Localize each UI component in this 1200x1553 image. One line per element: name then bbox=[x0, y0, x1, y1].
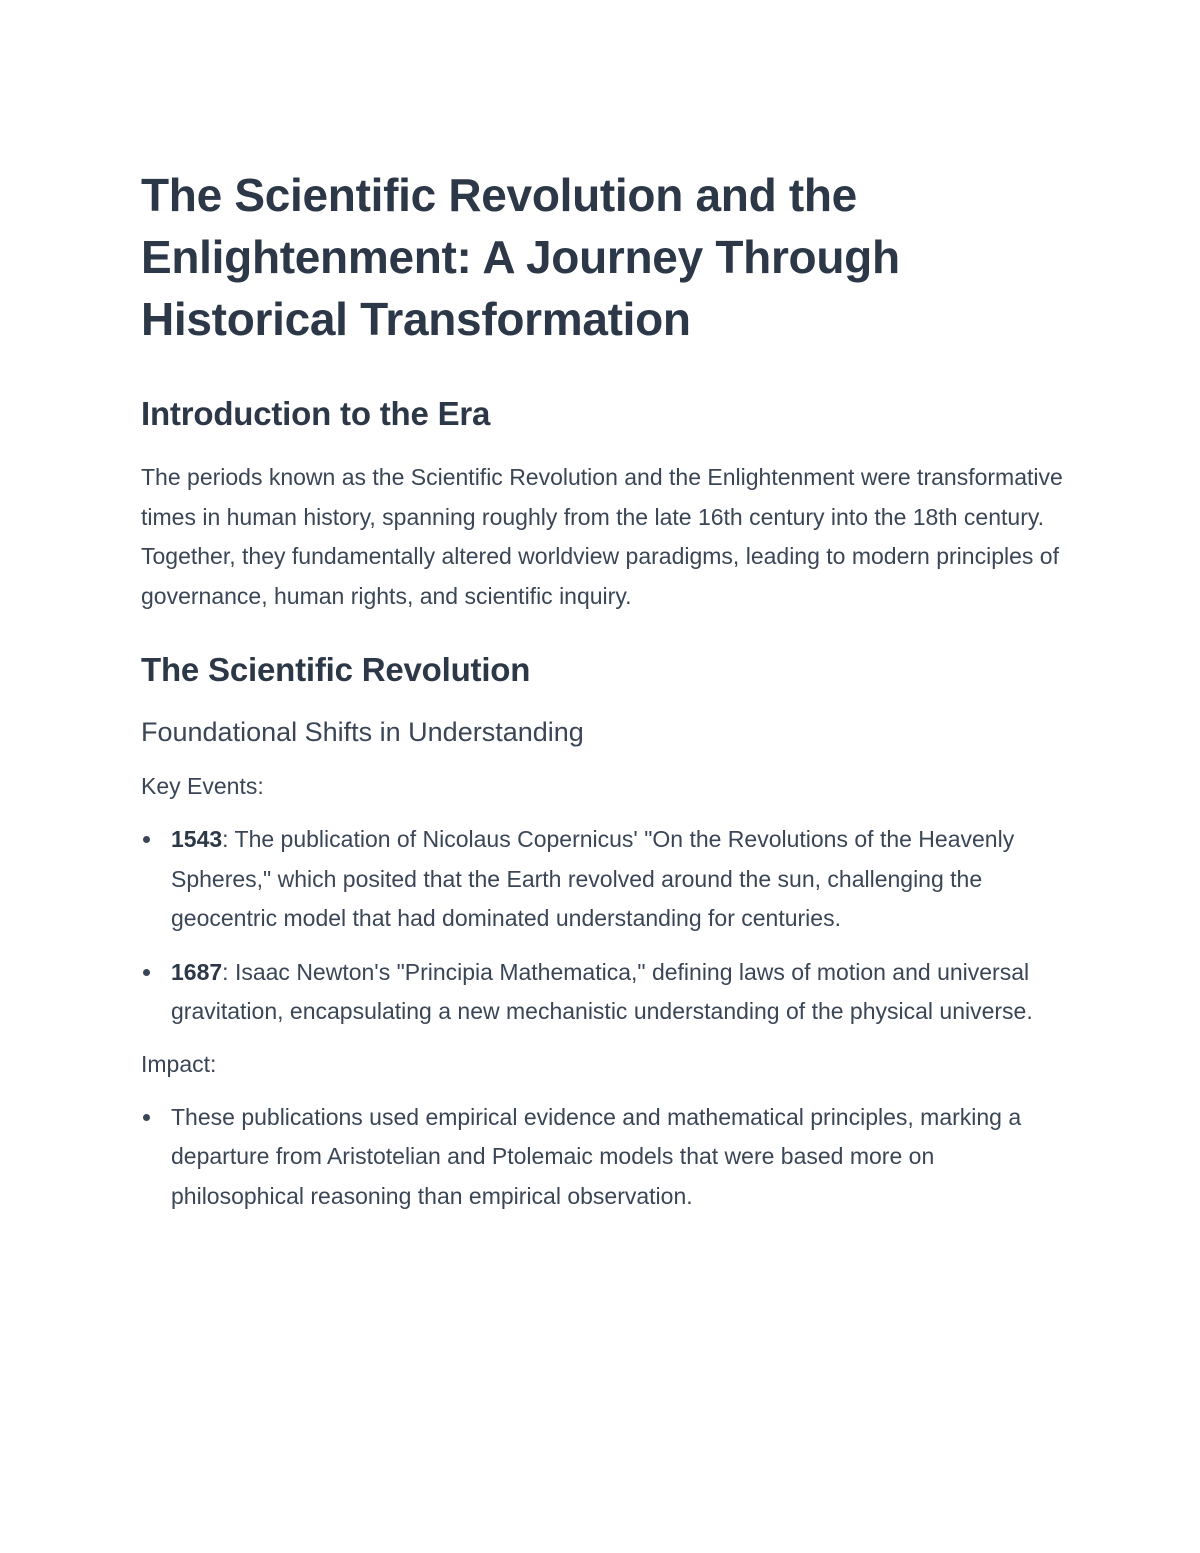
impact-label: Impact: bbox=[141, 1050, 217, 1077]
impact-list bbox=[141, 1098, 1070, 1217]
bullet-icon bbox=[143, 836, 150, 843]
bullet-icon bbox=[143, 1114, 150, 1121]
event-description: : Isaac Newton's "Principia Mathematica," defining laws of motion and universal gravitation, encapsulating a new mechanistic understanding of the physical universe. bbox=[171, 958, 1033, 1024]
key-events-list bbox=[141, 820, 1070, 1032]
subsection-heading-foundational-shifts: Foundational Shifts in Understanding bbox=[141, 717, 584, 747]
list-item-event-1543 bbox=[141, 820, 1070, 939]
list-item-event-1687 bbox=[141, 953, 1070, 1032]
section-heading-scientific-revolution: The Scientific Revolution bbox=[141, 651, 531, 688]
event-year: 1687 bbox=[171, 958, 223, 985]
bullet-icon bbox=[143, 969, 150, 976]
intro-paragraph: The periods known as the Scientific Revolution and the Enlightenment were transformative times in human history, spanning roughly from the late 16th century into the 18th century. Together, they fundamentally altered worldview paradigms, leading to modern principles of governance, human rights, and scientific inquiry. bbox=[141, 464, 1063, 609]
impact-description: These publications used empirical evidence and mathematical principles, marking a departure from Aristotelian and Ptolemaic models that were based more on philosophical reasoning than empirical observation. bbox=[171, 1103, 1022, 1209]
event-description: : The publication of Nicolaus Copernicus' "On the Revolutions of the Heavenly Spheres," which posited that the Earth revolved around the sun, challenging the geocentric model that had dominated understanding for centuries. bbox=[171, 826, 1015, 931]
section-heading-intro: Introduction to the Era bbox=[141, 395, 491, 432]
event-year: 1543 bbox=[171, 826, 223, 852]
list-item-impact bbox=[141, 1098, 1070, 1217]
document-title: The Scientific Revolution and the Enlightenment: A Journey Through Historical Transformation bbox=[141, 169, 900, 345]
key-events-label: Key Events: bbox=[141, 773, 264, 799]
